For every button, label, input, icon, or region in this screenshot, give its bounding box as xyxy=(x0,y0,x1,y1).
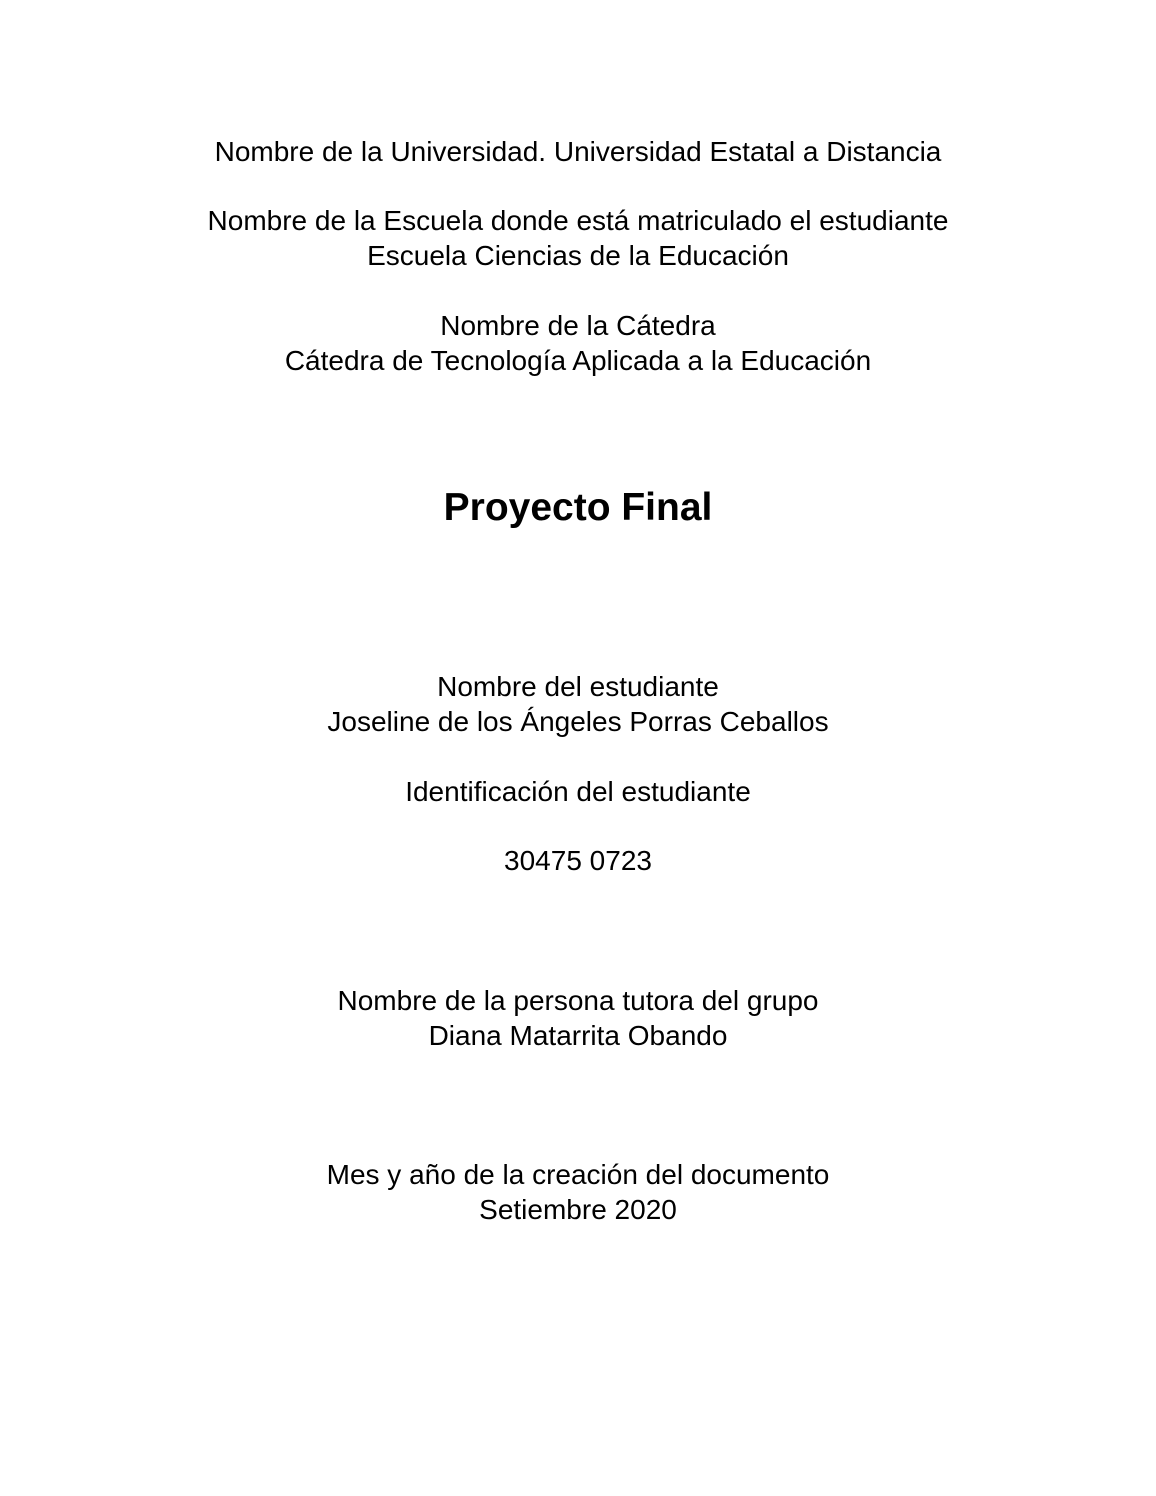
university-line: Nombre de la Universidad. Universidad Estatal a Distancia xyxy=(214,136,942,167)
document-title: Proyecto Final xyxy=(443,486,713,529)
chair-value: Cátedra de Tecnología Aplicada a la Educación xyxy=(284,345,872,376)
school-label: Nombre de la Escuela donde está matriculado el estudiante xyxy=(207,205,949,236)
chair-label: Nombre de la Cátedra xyxy=(440,310,716,341)
school-value: Escuela Ciencias de la Educación xyxy=(367,240,789,271)
date-value: Setiembre 2020 xyxy=(479,1194,677,1225)
student-name-label: Nombre del estudiante xyxy=(437,671,719,702)
student-id-value: 30475 0723 xyxy=(504,845,652,876)
tutor-value: Diana Matarrita Obando xyxy=(428,1020,728,1051)
tutor-label: Nombre de la persona tutora del grupo xyxy=(337,985,819,1016)
date-label: Mes y año de la creación del documento xyxy=(326,1159,830,1190)
student-name-value: Joseline de los Ángeles Porras Ceballos xyxy=(327,706,829,737)
student-id-label: Identificación del estudiante xyxy=(405,776,751,807)
